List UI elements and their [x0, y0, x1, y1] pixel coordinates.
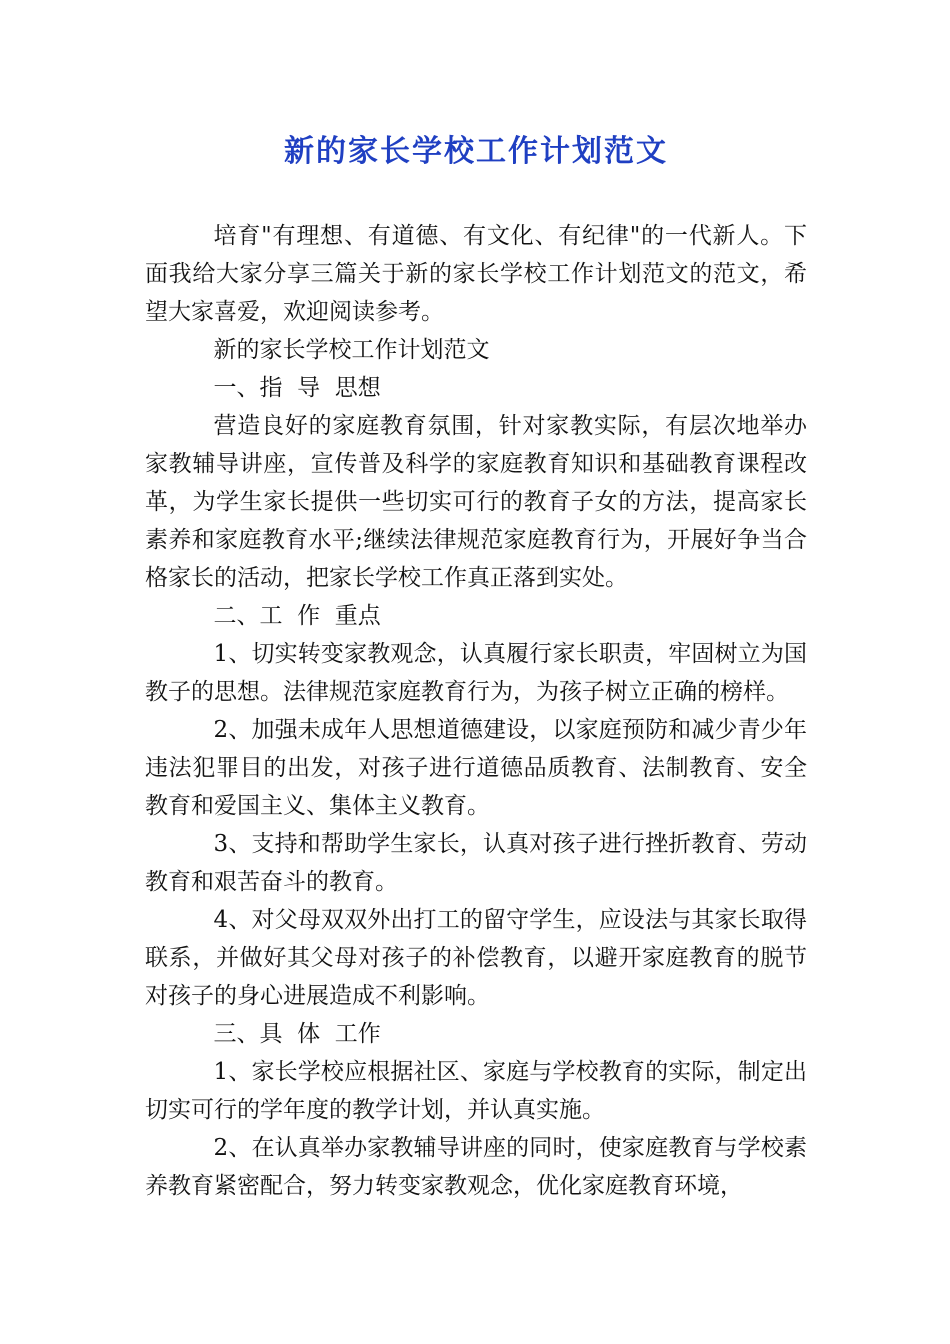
document-title: 新的家长学校工作计划范文 [284, 134, 668, 169]
intro-paragraph: 培育"有理想、有道德、有文化、有纪律"的一代新人。下面我给大家分享三篇关于新的家长学校工作计划范文的范文，希望大家喜爱，欢迎阅读参考。 [145, 223, 807, 325]
article-title: 新的家长学校工作计划范文 [213, 337, 490, 363]
guiding-ideology-paragraph: 营造良好的家庭教育氛围，针对家教实际，有层次地举办家教辅导讲座，宣传普及科学的家庭教育知识和基础教育课程改革，为学生家长提供一些切实可行的教育子女的方法，提高家长素养和家庭教育水平;继续法律规范家庭教育行为，开展好争当合格家长的活动，把家长学校工作真正落到实处。 [145, 413, 807, 591]
section-heading-specific-work: 三、具 体 工作 [213, 1021, 381, 1047]
work-focus-item-4: 4、对父母双双外出打工的留守学生，应设法与其家长取得联系，并做好其父母对孩子的补偿教育，以避开家庭教育的脱节对孩子的身心进展造成不利影响。 [145, 907, 807, 1009]
specific-work-item-1: 1、家长学校应根据社区、家庭与学校教育的实际，制定出切实可行的学年度的教学计划，并认真实施。 [145, 1059, 807, 1123]
work-focus-item-3: 3、支持和帮助学生家长，认真对孩子进行挫折教育、劳动教育和艰苦奋斗的教育。 [145, 831, 807, 895]
specific-work-item-2: 2、在认真举办家教辅导讲座的同时，使家庭教育与学校素养教育紧密配合，努力转变家教观念，优化家庭教育环境， [145, 1135, 807, 1199]
section-heading-guiding-ideology: 一、指 导 思想 [213, 375, 381, 401]
section-heading-work-focus: 二、工 作 重点 [213, 603, 381, 629]
document-body [145, 217, 807, 1205]
work-focus-item-1: 1、切实转变家教观念，认真履行家长职责，牢固树立为国教子的思想。法律规范家庭教育行为，为孩子树立正确的榜样。 [145, 641, 807, 705]
work-focus-item-2: 2、加强未成年人思想道德建设，以家庭预防和减少青少年违法犯罪目的出发，对孩子进行道德品质教育、法制教育、安全教育和爱国主义、集体主义教育。 [145, 717, 807, 819]
